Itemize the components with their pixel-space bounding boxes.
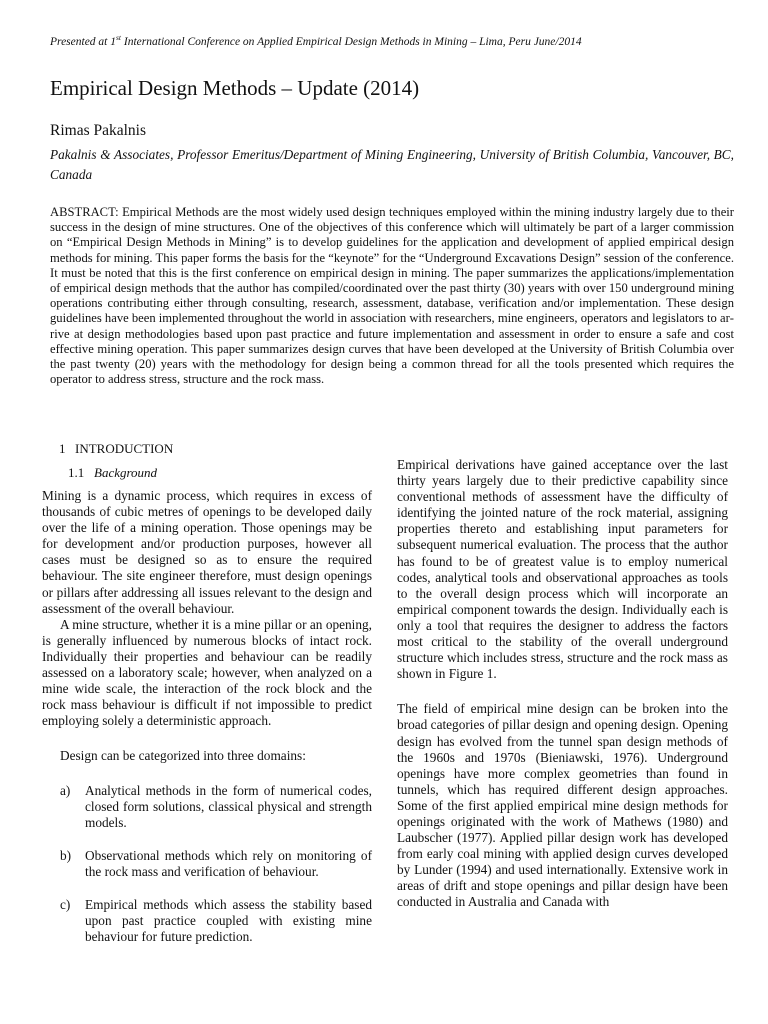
paper-title: Empirical Design Methods – Update (2014) [50, 76, 420, 100]
body-paragraph: Empirical derivations have gained acceptance over the last thirty years largely due to their predictive capability since conventional methods of assessment have the difficulty of identifying the jointed nature of the rock material, assigning properties thereto and establishing input parameters for subsequent numerical evaluation. The process that the author has found to be of greatest value is to employ numerical codes, analytical tools and observational approaches as tools to the overall design process which will incorporate an empirical component towards the design. Individually each is only a tool that requires the designer to address the factors most critical to the stability of the overall underground structure which includes stress, structure and the rock mass as shown in Figure 1. [397, 457, 728, 682]
abstract: ABSTRACT: Empirical Methods are the most widely used design techniques employed within the mining industry largely due to their success in the design of mine structures. One of the objectives of this conference which will ultimately be part of a larger commission on “Empirical Design Methods in Mining” is to develop guidelines for the application and development of applied empirical design methods for mining. This paper forms the basis for the “keynote” for the “Underground Excavations Design” session of the conference. It must be noted that this is the first conference on empirical design in mining. The paper summarizes the applications/implementation of empirical design methods that the author has compiled/coordinated over the past thirty (30) years with over 150 underground mining operations contributing either through consulting, research, assessment, database, verification and/or implementation. These design guidelines have been implemented throughout the world in association with researchers, mine engineers, operators and legislators to arrive at design methodologies based upon past practice and future implementation and assessment in order to ensure a safe and cost effective mining operation. This paper summarizes design curves that have been developed at the University of British Columbia over the past twenty (20) years with the methodology for design being a common thread for all the tools presented which requires the operator to address stress, structure and the rock mass. [50, 205, 734, 387]
ordinal-suffix: st [116, 33, 122, 43]
list-item-text: Observational methods which rely on monitoring of the rock mass and verification of behaviour. [85, 847, 372, 879]
section-title: INTRODUCTION [75, 441, 174, 456]
left-column [42, 441, 372, 945]
list-item-text: Analytical methods in the form of numerical codes, closed form solutions, classical physical and strength models. [85, 782, 372, 830]
body-paragraph: Mining is a dynamic process, which requires in excess of thousands of cubic metres of openings to be developed daily over the life of a mining operation. Those openings may be for development and/or production purposes, however all cases must be designed so as to ensure the required behaviour. The site engineer therefore, must design openings or pillars after addressing all issues relevant to the design and assessment of the overall behaviour. [42, 488, 372, 616]
subsection-heading [42, 465, 372, 482]
author-name: Rimas Pakalnis [50, 122, 147, 139]
author-affiliation: Pakalnis & Associates, Professor Emeritus/Department of Mining Engineering, University of British Columbia, Vancouver, BC, Canada [50, 147, 734, 182]
body-paragraph: Design can be categorized into three domains: [60, 748, 306, 764]
section-heading [42, 441, 372, 459]
list-item-text: Empirical methods which assess the stability based upon past practice coupled with existing mine behaviour for future prediction. [85, 896, 372, 945]
list-marker: b) [60, 847, 72, 863]
design-domains-list [42, 783, 372, 946]
list-item [42, 897, 372, 945]
right-column [397, 457, 728, 911]
subsection-number: 1.1 [68, 465, 85, 480]
subsection-title: Background [94, 465, 158, 480]
running-header: Presented at 1st International Conference on Applied Empirical Design Methods in Mining – Lima, Peru June/2014 [50, 33, 582, 48]
body-paragraph: The field of empirical mine design can be broken into the broad categories of pillar design and opening design. Opening design has evolved from the tunnel span design methods of the 1960s and 1970s (Bieniawski, 1976). Underground openings have more complex geometries than found in tunnels, which has required different design approaches. Some of the first applied empirical mine design methods for openings originated with the work of Mathews (1980) and Laubscher (1977). Applied pillar design work has developed from early coal mining with applied design curves developed by Lunder (1994) and used internationally. Extensive work in areas of drift and stope openings and pillar design have been conducted in Australia and Canada with [397, 701, 728, 910]
list-marker: c) [60, 896, 71, 912]
list-item [42, 783, 372, 831]
body-paragraph: A mine structure, whether it is a mine pillar or an opening, is generally influenced by numerous blocks of intact rock. Individually their properties and behaviour can be readily assessed on a laboratory scale; however, when analyzed on a mine wide scale, the interaction of the rock block and the rock mass behaviour is difficult if not impossible to predict employing solely a deterministic approach. [42, 616, 372, 729]
section-number: 1 [59, 441, 66, 456]
list-marker: a) [60, 782, 71, 798]
list-item [42, 848, 372, 880]
